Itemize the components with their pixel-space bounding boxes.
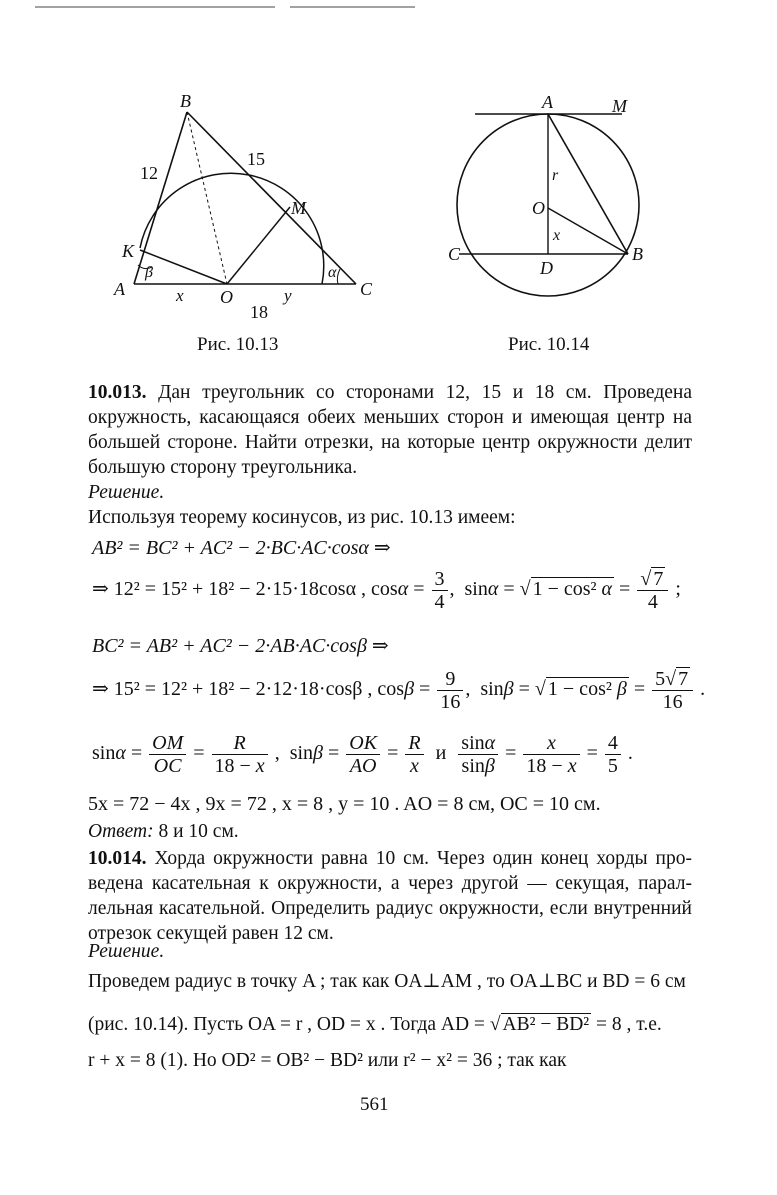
equation-2-row: ⇒ 12² = 15² + 18² − 2·15·18cosα , cosα = $\frac{3}{4}$ , sinα = √ 1 − cos² α = $\frac{√ 7}{4}$ ; (92, 568, 681, 613)
label-x: x (553, 227, 561, 244)
label-y: y (284, 286, 292, 305)
figure-10-13 (100, 85, 390, 325)
text-line: ведена касательная к окружности, а через другой — секущая, парал- (88, 873, 692, 894)
label-c: C (360, 279, 373, 299)
label-o: O (220, 287, 233, 307)
label-a: A (114, 279, 125, 299)
fraction: $\frac{5√ 7}{16}$ (652, 668, 693, 713)
solution-label: Решение. (88, 941, 165, 962)
side-bc (187, 112, 356, 284)
solution-line-1: Проведем радиус в точку A ; так как OA⊥AM , то OA⊥BC и BD = 6 см (88, 971, 686, 992)
label-o: O (532, 198, 545, 218)
text-line: 10.014. Хорда окружности равна 10 см. Через один конец хорды про- (88, 848, 692, 869)
label-alpha: α (328, 264, 337, 281)
page-number: 561 (360, 1094, 389, 1115)
angle-arc-alpha (337, 269, 340, 284)
scan-top-rule (290, 6, 415, 8)
scan-top-rule (35, 6, 275, 8)
equation-5-row: sinα = $\frac{OM}{OC}$ = $\frac{R}{18 - x}$ , sinβ = $\frac{OK}{AO}$ = $\frac{R}{x}$ и $\frac{\sin\alpha}{\sin\beta}$ = $\frac{x}{18 - x}$ = $\frac{4}{5}$ . (92, 732, 633, 777)
label-b: B (180, 91, 191, 111)
solution-line-2: (рис. 10.14). Пусть OA = r , OD = x . Тогда AD = √ AB² − BD² = 8 , т.е. (88, 1014, 662, 1035)
problem-013-statement (88, 380, 692, 480)
radius-ok (140, 250, 227, 284)
text-line: окружность, касающаяся обеих меньших сторон и имеющая центр на (88, 407, 692, 428)
answer-row (88, 819, 692, 844)
median-bo (187, 112, 227, 284)
radius-om (227, 207, 290, 284)
solution-line-3: r + x = 8 (1). Но OD² = OB² − BD² или r² − x² = 36 ; так как (88, 1050, 567, 1071)
problem-014-statement (88, 846, 692, 946)
label-k: K (122, 241, 135, 261)
fraction: $\frac{9}{16}$ (437, 668, 463, 713)
semicircle (140, 173, 324, 284)
solution-label: Решение. (88, 482, 165, 503)
label-d: D (540, 258, 553, 278)
solution-intro: Используя теорему косинусов, из рис. 10.13 имеем: (88, 507, 516, 528)
caption-fig-10-13: Рис. 10.13 (197, 334, 279, 355)
figure-10-14 (440, 88, 660, 313)
equation-6: 5x = 72 − 4x , 9x = 72 , x = 8 , y = 10 . AO = 8 см, OC = 10 см. (88, 793, 601, 815)
equation-4-row: ⇒ 15² = 12² + 18² − 2·12·18·cosβ , cosβ = $\frac{9}{16}$ , sinβ = √ 1 − cos² β = $\frac{5√ 7}{16}$ . (92, 668, 706, 713)
label-r: r (552, 167, 559, 184)
text-line: отрезок секущей равен 12 см. (88, 923, 334, 944)
equation-2: ⇒ 12² = 15² + 18² − 2·15·18cosα , (92, 578, 367, 601)
text-line: большую сторону треугольника. (88, 457, 358, 478)
problem-number: 10.014. (88, 848, 147, 869)
label-b: B (632, 244, 643, 264)
fraction: $\frac{OK}{AO}$ (346, 732, 380, 777)
label-18: 18 (250, 302, 268, 322)
fraction: $\frac{\sin\alpha}{\sin\beta}$ (458, 732, 498, 777)
label-x: x (176, 286, 184, 305)
text-line: 10.013. Дан треугольник со сторонами 12, 15 и 18 см. Проведена (88, 382, 692, 403)
answer-label: Ответ: (88, 821, 154, 842)
fraction: $\frac{OM}{OC}$ (149, 732, 186, 777)
label-a: A (542, 92, 553, 112)
label-beta: β (145, 264, 153, 281)
equation-4: ⇒ 15² = 12² + 18² − 2·12·18·cosβ , (92, 678, 373, 701)
fraction: $\frac{R}{x}$ (405, 732, 423, 777)
text-line: лельная касательной. Определить радиус окружности, если внутренний (88, 898, 692, 919)
label-m: M (291, 198, 306, 218)
fraction: $\frac{4}{5}$ (605, 732, 621, 777)
label-15: 15 (247, 149, 265, 169)
caption-fig-10-14: Рис. 10.14 (508, 334, 590, 355)
answer-value: 8 и 10 см. (158, 821, 239, 842)
equation-3: BC² = AB² + AC² − 2·AB·AC·cosβ ⇒ (92, 635, 389, 657)
problem-number: 10.013. (88, 382, 147, 403)
fraction: $\frac{R}{18 - x}$ (212, 732, 268, 777)
label-12: 12 (140, 163, 158, 183)
label-c: C (448, 244, 461, 264)
label-m: M (612, 96, 627, 116)
fraction: $\frac{3}{4}$ (432, 568, 448, 613)
equation-1: AB² = BC² + AC² − 2·BC·AC·cosα ⇒ (92, 537, 391, 559)
fraction: $\frac{x}{18 - x}$ (523, 732, 579, 777)
text-line: большей стороне. Найти отрезки, на которые центр окружности делит (88, 432, 692, 453)
fraction: $\frac{√ 7}{4}$ (637, 568, 668, 613)
